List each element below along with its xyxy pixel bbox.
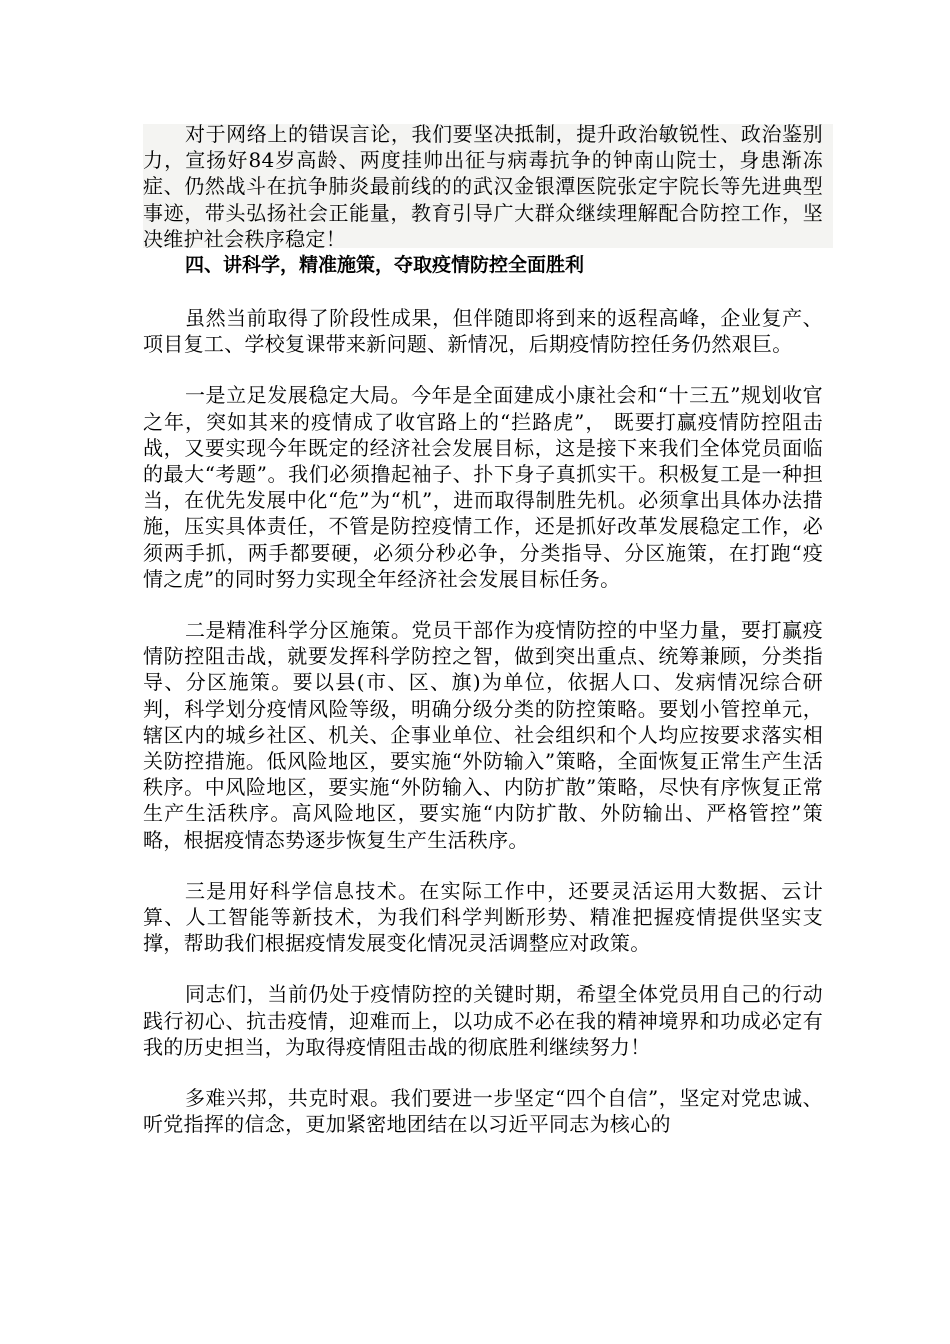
- paragraph-comrades: 同志们，当前仍处于疫情防控的关键时期，希望全体党员用自己的行动践行初心、抗击疫情，迎难而上，以功成不必在我的精神境界和功成必定有我的历史担当，为取得疫情阻击战的彻底胜利继续努力！: [143, 982, 823, 1059]
- section-heading-four: 四、讲科学，精准施策，夺取疫情防控全面胜利: [185, 254, 585, 277]
- paragraph-closing: 多难兴邦，共克时艰。我们要进一步坚定“四个自信”，坚定对党忠诚、听党指挥的信念，更加紧密地团结在以习近平同志为核心的: [143, 1086, 823, 1137]
- paragraph-current-situation: 虽然当前取得了阶段性成果，但伴随即将到来的返程高峰，企业复产、项目复工、学校复课带来新问题、新情况，后期疫情防控任务仍然艰巨。: [143, 306, 823, 357]
- paragraph-point-two: 二是精准科学分区施策。党员干部作为疫情防控的中坚力量，要打赢疫情防控阻击战，就要发挥科学防控之智，做到突出重点、统筹兼顾，分类指导、分区施策。要以县(市、区、旗)为单位，依据人口、发病情况综合研判，科学划分疫情风险等级，明确分级分类的防控策略。要划小管控单元，辖区内的城乡社区、机关、企事业单位、社会组织和个人均应按要求落实相关防控措施。低风险地区，要实施“外防输入”策略，全面恢复正常生产生活秩序。中风险地区，要实施“外防输入、内防扩散”策略，尽快有序恢复正常生产生活秩序。高风险地区，要实施“内防扩散、外防输出、严格管控”策略，根据疫情态势逐步恢复生产生活秩序。: [143, 618, 823, 852]
- paragraph-point-three: 三是用好科学信息技术。在实际工作中，还要灵活运用大数据、云计算、人工智能等新技术，为我们科学判断形势、精准把握疫情提供坚实支撑，帮助我们根据疫情发展变化情况灵活调整应对政策。: [143, 878, 823, 956]
- document-body: [143, 121, 823, 1138]
- paragraph-online-rumors: 对于网络上的错误言论，我们要坚决抵制，提升政治敏锐性、政治鉴别力，宣扬好84岁高龄、两度挂帅出征与病毒抗争的钟南山院士，身患渐冻症、仍然战斗在抗争肺炎最前线的的武汉金银潭医院张定宇院长等先进典型事迹，带头弘扬社会正能量，教育引导广大群众继续理解配合防控工作，坚决维护社会秩序稳定！: [143, 122, 823, 251]
- paragraph-point-one: 一是立足发展稳定大局。今年是全面建成小康社会和“十三五”规划收官之年，突如其来的疫情成了收官路上的“拦路虎”， 既要打赢疫情防控阻击战，又要实现今年既定的经济社会发展目标，这是接下来我们全体党员面临的最大“考题”。我们必须撸起袖子、扑下身子真抓实干。积极复工是一种担当，在优先发展中化“危”为“机”，进而取得制胜先机。必须拿出具体办法措施，压实具体责任，不管是防控疫情工作，还是抓好改革发展稳定工作，必须两手抓，两手都要硬，必须分秒必争，分类指导、分区施策，在打跑“疫情之虎”的同时努力实现全年经济社会发展目标任务。: [143, 383, 823, 591]
